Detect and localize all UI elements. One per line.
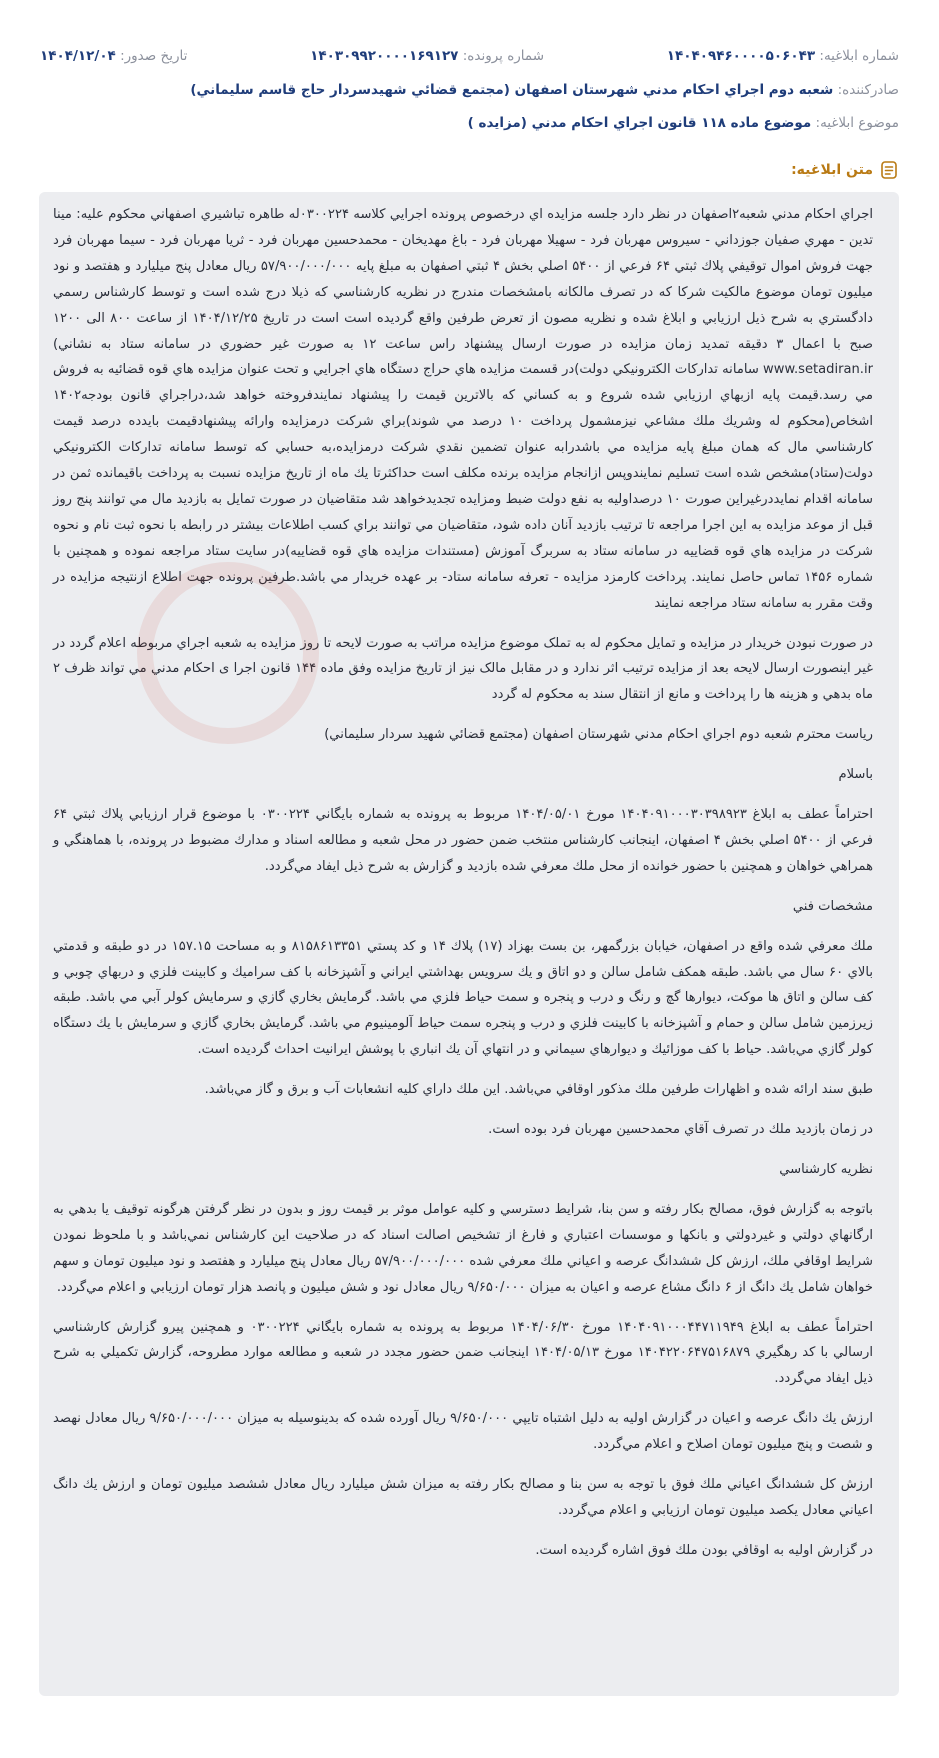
case-number-value: ۱۴۰۳۰۹۹۲۰۰۰۰۱۶۹۱۲۷	[310, 48, 459, 64]
paragraph: باتوجه به گزارش فوق، مصالح بكار رفته و سن بنا، شرايط دسترسي و كليه عوامل موثر بر قيمت روز و بدون در نظر گرفتن هرگونه توقيف يا بدهي به ارگانهاي دولتي و غيردولتي و بانكها و موسسات اعتباري و فارغ از تشخيص اصالت اسناد كه در صلاحيت اين كارشناس نمي‌باشد و با ملحوظ نمودن شرايط اوقافي ملك، ارزش كل ششدانگ عرصه و اعياني ملك معرفي شده ۵۷/۹۰۰/۰۰۰/۰۰۰ ريال معادل پنج ميليارد و هفتصد و نود ميليون تومان و سهم خواهان شامل يك دانگ از ۶ دانگ مشاع عرصه و اعيان به ميزان ۹/۶۵۰/۰۰۰ ريال معادل نود و شش ميليون و پانصد هزار تومان ارزيابي و اعلام مي‌گردد.	[53, 1201, 873, 1295]
notice-number	[667, 46, 899, 66]
paragraph: ارزش كل ششدانگ اعياني ملك فوق با توجه به سن بنا و مصالح بكار رفته به ميزان شش ميليارد ريال معادل ششصد ميليون تومان و ارزش يك دانگ اعياني معادل يكصد ميليون تومان ارزيابي و اعلام مي‌گردد.	[53, 1477, 873, 1518]
issue-date	[40, 46, 187, 66]
subject-label: موضوع ابلاغيه:	[815, 115, 899, 131]
issuer-row	[40, 80, 899, 100]
paragraph: رياست محترم شعبه دوم اجراي احكام مدني شهرستان اصفهان (مجتمع قضائي شهيد سردار سليماني)	[324, 727, 873, 743]
paragraph: در صورت نبودن خريدار در مزايده و تمايل محكوم له به تملک موضوع مزايده مراتب به صورت لايحه تا روز مزايده به شعبه اجراي مربوطه اعلام گردد در غير اينصورت ارسال لايحه بعد از مزايده ترتيب اثر ندارد و در مقابل مالک نيز از تاريخ مزايده وفق ماده ۱۴۴ قانون اجرا ی احكام مدني مي تواند ظرف ۲ ماه بدهي و هزينه ها را پرداخت و مانع از انتقال سند به محکوم له گردد	[53, 635, 873, 703]
notice-number-value: ۱۴۰۴۰۹۴۶۰۰۰۰۵۰۶۰۴۳	[666, 48, 816, 64]
issuer-label: صادرکننده:	[837, 82, 899, 98]
section-header	[791, 160, 899, 180]
paragraph: باسلام	[838, 767, 873, 783]
issue-date-label: تاريخ صدور:	[120, 48, 188, 64]
notice-text	[39, 192, 899, 1564]
notice-number-label: شماره ابلاغيه:	[819, 48, 899, 64]
issuer-value: شعبه دوم اجراي احكام مدني شهرستان اصفهان (مجتمع قضائي شهيدسردار حاج قاسم سليماني)	[190, 82, 834, 98]
paragraph: نظريه كارشناسي	[779, 1162, 873, 1177]
paragraph: ارزش يك دانگ عرصه و اعيان در گزارش اوليه به دليل اشتباه تايپي ۹/۶۵۰/۰۰۰ ريال آورده شده كه بدينوسيله به ميزان ۹/۶۵۰/۰۰۰/۰۰۰ ريال معادل نهصد و شصت و پنج ميليون تومان اصلاح و اعلام مي‌گردد.	[53, 1411, 873, 1453]
paragraph: احتراماً عطف به ابلاغ ۱۴۰۴۰۹۱۰۰۰۴۴۷۱۱۹۴۹ مورخ ۱۴۰۴/۰۶/۳۰ مربوط به پرونده به شماره بايگاني ۰۳۰۰۲۲۴ و همچنين پيرو گزارش كارشناسي ارسالي با كد رهگيري ۱۴۰۴۲۲۰۶۴۷۵۱۶۸۷۹ مورخ ۱۴۰۴/۰۵/۱۳ اينجانب ضمن حضور مجدد در شعبه و مطالعه موارد مطروحه، گزارش تكميلي به شرح ذيل ايفاد مي‌گردد.	[53, 1319, 873, 1387]
paragraph: در زمان بازديد ملك در تصرف آقاي محمدحسين مهربان فرد بوده است.	[488, 1122, 873, 1138]
case-number-label: شماره پرونده:	[462, 48, 545, 64]
paragraph: احتراماً عطف به ابلاغ ۱۴۰۴۰۹۱۰۰۰۳۰۳۹۸۹۲۳ مورخ ۱۴۰۴/۰۵/۰۱ مربوط به پرونده به شماره بايگاني ۰۳۰۰۲۲۴ با موضوع قرار ارزيابي پلاك ثبتي ۶۴ فرعي از ۵۴۰۰ اصلي بخش ۴ اصفهان، اينجانب كارشناس منتخب ضمن حضور در محل شعبه و مطالعه اسناد و مدارك مضبوط در پرونده، با هماهنگي و همراهي خواهان و همچنين با حضور خوانده از محل ملك معرفي شده بازديد و گزارش به شرح ذيل ايفاد مي‌گردد.	[53, 807, 874, 874]
subject-value: موضوع ماده ۱۱۸ قانون اجراي احکام مدني (مزايده )	[467, 115, 812, 131]
header-row	[40, 46, 899, 66]
section-title: متن ابلاغيه:	[791, 162, 873, 178]
notice-body	[39, 192, 899, 1696]
subject-row	[40, 113, 899, 133]
case-number	[310, 46, 544, 66]
paragraph: ملك معرفي شده واقع در اصفهان، خيابان بزرگمهر، بن بست بهزاد (۱۷) پلاك ۱۴ و كد پستي ۸۱۵۸۶۱۳۳۵۱ و به مساحت ۱۵۷.۱۵ در دو طبقه و قدمتي بالاي ۶۰ سال مي باشد. طبقه همكف شامل سالن و دو اتاق و يك سرويس بهداشتي ايراني و آشپزخانه با كف سراميك و كابينت فلزي و دربهاي چوبي و كف سالن و اتاق ها موكت، ديوارها گچ و رنگ و درب و پنجره و سمت حياط فلزي مي باشد. گرمايش بخاري گازي و سرمايش كولر آبي مي باشد. طبقه زيرزمين شامل سالن و حمام و آشپزخانه با كابينت فلزي و درب و پنجره سمت حياط آلومينيوم مي باشد. گرمايش بخاري گازي و سرمايش با يك دستگاه كولر گازي مي‌باشد. حياط با كف موزائيك و ديوارهاي سيماني و در انتهاي آن يك انباري با پوشش ايرانيت احداث گرديده است.	[53, 938, 874, 1058]
paragraph: در گزارش اوليه به اوقافي بودن ملك فوق اشاره گرديده است.	[535, 1542, 873, 1558]
paragraph: طبق سند ارائه شده و اظهارات طرفين ملك مذكور اوقافي مي‌باشد. اين ملك داراي كليه انشعابات آب و برق و گاز مي‌باشد.	[204, 1082, 873, 1098]
document-icon	[879, 160, 899, 180]
paragraph: اجراي احكام مدني شعبه۲اصفهان در نظر دارد جلسه مزايده اي درخصوص پرونده اجرايي كلاسه ۰۳۰۰۲۲۴له طاهره تباشيري اصفهاني محكوم عليه: مينا تدين - مهري صفيان جوزداني - سيروس مهربان فرد - سهيلا مهربان فرد - باغ مهديخان - محمدحسين مهربان فرد - ثريا مهربان فرد - سيما مهربان فرد جهت فروش اموال توقيفي پلاك ثبتي ۶۴ فرعي از ۵۴۰۰ اصلي بخش ۴ ثبتي اصفهان به مبلغ پايه ۵۷/۹۰۰/۰۰۰/۰۰۰ ريال معادل پنج ميلیارد و هفتصد و نود ميليون تومان موضوع مالكيت شركا كه در تصرف مالكانه بامشخصات مندرج در نظريه كارشناسي كه ذيلا درج شده است و توسط كارشناس رسمي دادگستري به شرح ذيل ارزيابي و ابلاغ شده و نظريه مصون از تعرض طرفين واقع گرديده است است در تاريخ ۱۴۰۴/۱۲/۲۵ از ساعت ۸۰۰ الی ۱۲۰۰ صبح با اعمال ۳ دقيقه تمديد زمان مزايده در صورت ارسال پيشنهاد راس ساعت ۱۲ به صورت غير حضوري در سامانه ستاد به نشاني) www.setadiran.ir سامانه تداركات الكترونيكي دولت)در قسمت مزايده هاي حراج دستگاه هاي اجرايي و تحت عنوان مزايده هاي قوه قضائيه به فروش مي رسد.قيمت پايه ازبهاي ارزيابي شده شروع و به كساني كه بالاترين قيمت را پيشنهاد نمايندفروخته خواهد شد،دراجراي قانون بودجه۱۴۰۲ اشخاص(محكوم له وشريك ملك مشاعي نيزمشمول پرداخت ۱۰ درصد مي شوند)براي شركت درمزايده وارائه پيشنهادقيمت بايدده درصد قيمت كارشناسي مال كه همان مبلغ پايه مزايده مي باشدرابه عنوان تضمين نقدي شركت درمزايده،به حسابي كه توسط سامانه تداركات الكترونيكي دولت(ستاد)مشخص شده است تسليم نمايندوپس ازانجام مزايده برنده مكلف است حداكثرتا يك ماه از تاريخ مزايده نسبت به پرداخت باقيمانده ثمن در سامانه اقدام نمايددرغيراين صورت ۱۰ درصداوليه به نفع دولت ضبط ومزايده تجديدخواهد شد متقاضيان در صورت تمايل به بازديد مال مي توانند پنج روز قبل از موعد مزايده به اين اجرا مراجعه تا ترتيب بازديد آنان داده شود، متقاضيان مي توانند براي كسب اطلاعات بيشتر در رابطه با نحوه ثبت نام و نحوه شركت در مزايده هاي قوه قضاييه در سامانه ستاد به سربرگ آموزش (مستندات مزايده هاي قوه قضاييه)در سايت ستاد مراجعه نموده و همچنين با شماره ۱۴۵۶ تماس حاصل نمايند. پرداخت كارمزد مزايده - تعرفه سامانه ستاد- بر عهده خريدار مي باشد.طرفين پرونده جهت اطلاع ازنتيجه مزايده در وقت مقرر به سامانه ستاد مراجعه نمايند	[53, 207, 874, 611]
paragraph: مشخصات فني	[792, 898, 873, 914]
issue-date-value: ۱۴۰۴/۱۲/۰۴	[40, 48, 116, 64]
